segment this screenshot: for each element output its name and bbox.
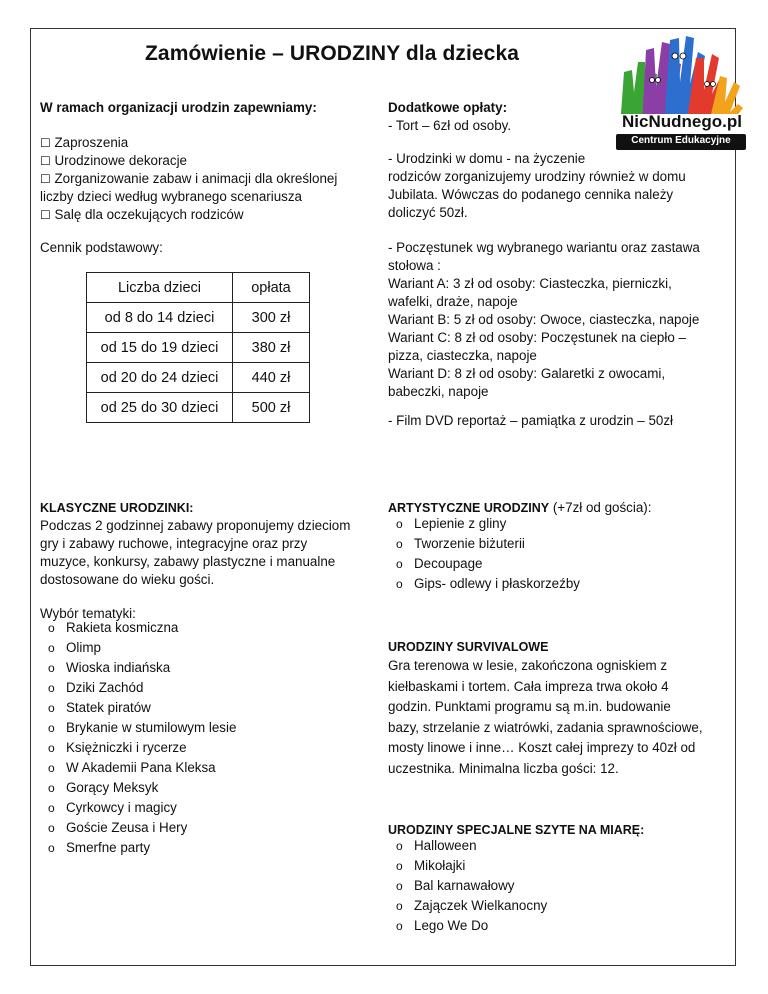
list-item: o Gorący Meksyk (40, 778, 236, 798)
list-item: o Statek piratów (40, 698, 236, 718)
table-cell: 300 zł (233, 303, 310, 333)
classic-line: Podczas 2 godzinnej zabawy proponujemy dzieciom (40, 518, 351, 533)
list-item: o Mikołajki (388, 856, 547, 876)
survival-line: mosty linowe i inne… Koszt całej imprezy to 40zł od (388, 740, 696, 755)
list-item: o Gips- odlewy i płaskorzeźby (388, 574, 580, 594)
list-item: o Księżniczki i rycerze (40, 738, 236, 758)
table-cell: 440 zł (233, 363, 310, 393)
list-item: o Lego We Do (388, 916, 547, 936)
extra-line: doliczyć 50zł. (388, 205, 468, 220)
classic-line: dostosowane do wieku gości. (40, 572, 215, 587)
list-item: o Dziki Zachód (40, 678, 236, 698)
table-header-cell: Liczba dzieci (87, 273, 233, 303)
logo-subtitle: Centrum Edukacyjne (631, 135, 731, 146)
list-item: o Goście Zeusa i Hery (40, 818, 236, 838)
extra-line: rodziców zorganizujemy urodziny również w domu (388, 169, 686, 184)
list-item: o Lepienie z gliny (388, 514, 580, 534)
extra-dvd: - Film DVD reportaż – pamiątka z urodzin – 50zł (388, 413, 674, 428)
list-item: o Halloween (388, 836, 547, 856)
list-item: o Zajączek Wielkanocny (388, 896, 547, 916)
survival-header: URODZINY SURVIVALOWE (388, 640, 549, 654)
extra-line: pizza, ciasteczka, napoje (388, 348, 537, 363)
provided-list (40, 134, 337, 224)
classic-header: KLASYCZNE URODZINKI: (40, 501, 194, 515)
provided-item-continuation: liczby dzieci według wybranego scenariusza (40, 189, 302, 204)
table-cell: od 8 do 14 dzieci (87, 303, 233, 333)
survival-line: Gra terenowa w lesie, zakończona ogniskiem z (388, 658, 668, 673)
theme-label: Wybór tematyki: (40, 606, 136, 621)
table-cell: od 25 do 30 dzieci (87, 393, 233, 423)
survival-section (388, 638, 703, 779)
theme-list (40, 618, 236, 858)
classic-section (40, 499, 350, 589)
page-title: Zamówienie – URODZINY dla dziecka (145, 42, 520, 65)
extra-home (388, 150, 686, 222)
table-row (87, 363, 310, 393)
provided-item: ☐ Salę dla oczekujących rodziców (40, 207, 244, 222)
artistic-list (388, 514, 580, 594)
table-row (87, 393, 310, 423)
special-header: URODZINY SPECJALNE SZYTE NA MIARĘ: (388, 823, 645, 837)
price-table (86, 272, 310, 423)
table-cell: od 15 do 19 dzieci (87, 333, 233, 363)
list-item: o Wioska indiańska (40, 658, 236, 678)
extra-line: Wariant C: 8 zł od osoby: Poczęstunek na ciepło – (388, 330, 686, 345)
provided-item: ☐ Zaproszenia (40, 135, 129, 150)
table-cell: 380 zł (233, 333, 310, 363)
table-cell: 500 zł (233, 393, 310, 423)
extra-header: Dodatkowe opłaty: (388, 100, 508, 115)
table-row (87, 303, 310, 333)
list-item: o Rakieta kosmiczna (40, 618, 236, 638)
list-item: o Bal karnawałowy (388, 876, 547, 896)
provided-item: ☐ Urodzinowe dekoracje (40, 153, 187, 168)
extra-line: - Tort – 6zł od osoby. (388, 118, 512, 133)
extra-line: babeczki, napoje (388, 384, 489, 399)
logo (612, 32, 752, 162)
artistic-header: ARTYSTYCZNE URODZINY (388, 501, 550, 515)
survival-line: godzin. Punktami programu są m.in. budowanie (388, 699, 671, 714)
classic-line: gry i zabawy ruchowe, integracyjne oraz przy (40, 536, 308, 551)
survival-line: uczestnika. Minimalna liczba gości: 12. (388, 760, 619, 776)
checkbox-icon: ☐ (40, 208, 51, 222)
list-item: o W Akademii Pana Kleksa (40, 758, 236, 778)
artistic-price: (+7zł od gościa): (549, 500, 652, 515)
extra-fees (388, 99, 511, 135)
survival-line: kiełbaskami i tortem. Cała impreza trwa około 4 (388, 678, 669, 694)
list-item: o Cyrkowcy i magicy (40, 798, 236, 818)
provided-header: W ramach organizacji urodzin zapewniamy: (40, 100, 317, 115)
table-header-cell: opłata (233, 273, 310, 303)
survival-line: bazy, strzelanie z wiatrówki, zadania sprawnościowe, (388, 719, 703, 735)
list-item: o Smerfne party (40, 838, 236, 858)
extra-line: stołowa : (388, 258, 441, 273)
logo-name: NicNudnego.pl (622, 112, 742, 131)
extra-line: Wariant D: 8 zł od osoby: Galaretki z owocami, (388, 366, 666, 381)
checkbox-icon: ☐ (40, 154, 51, 168)
extra-line: Jubilata. Wówczas do podanego cennika należy (388, 187, 674, 202)
extra-food (388, 239, 700, 401)
table-cell: od 20 do 24 dzieci (87, 363, 233, 393)
list-item: o Olimp (40, 638, 236, 658)
classic-line: muzyce, konkursy, zabawy plastyczne i manualne (40, 554, 336, 569)
extra-line: - Poczęstunek wg wybranego wariantu oraz zastawa (388, 240, 700, 255)
extra-line: Wariant B: 5 zł od osoby: Owoce, ciasteczka, napoje (388, 312, 700, 327)
extra-line: wafelki, draże, napoje (388, 294, 518, 309)
special-list (388, 836, 547, 936)
table-row (87, 333, 310, 363)
list-item: o Decoupage (388, 554, 580, 574)
provided-item: ☐ Zorganizowanie zabaw i animacji dla określonej (40, 171, 338, 186)
checkbox-icon: ☐ (40, 172, 51, 186)
table-header-row (87, 273, 310, 303)
list-item: o Brykanie w stumilowym lesie (40, 718, 236, 738)
price-label: Cennik podstawowy: (40, 240, 163, 255)
extra-line: - Urodzinki w domu - na życzenie (388, 151, 586, 166)
extra-line: Wariant A: 3 zł od osoby: Ciasteczka, pierniczki, (388, 276, 672, 291)
checkbox-icon: ☐ (40, 136, 51, 150)
list-item: o Tworzenie biżuterii (388, 534, 580, 554)
